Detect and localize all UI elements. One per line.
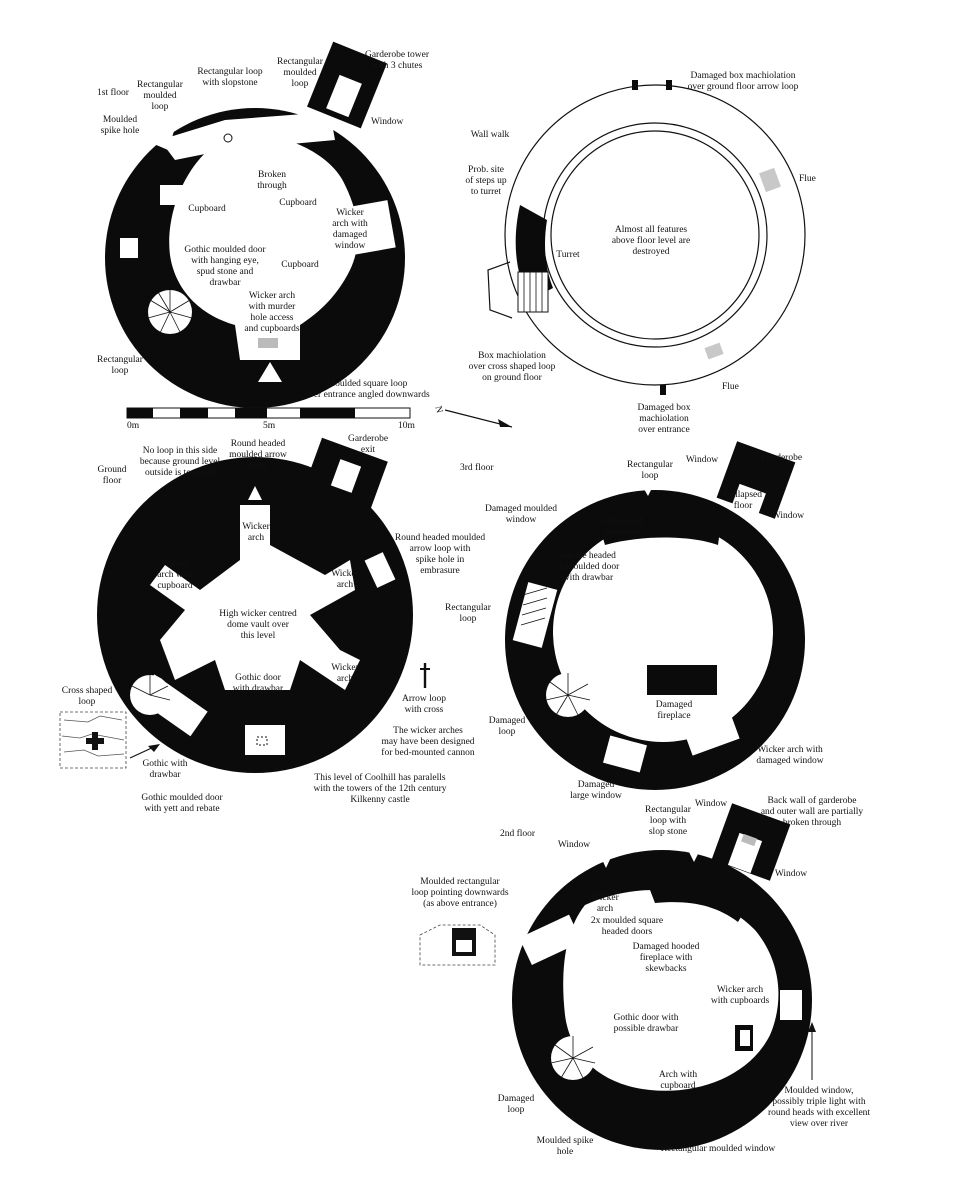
roof-wall-walk-inner <box>543 123 767 347</box>
label-line: with murder <box>248 302 296 312</box>
label-line: Wicker <box>331 663 359 673</box>
label-line: outside is too high <box>145 468 215 478</box>
label-line: round heads with excellent <box>767 1108 871 1118</box>
label-damaged-box-mach-bottom <box>637 403 690 435</box>
label-line: Rectangular loop <box>197 67 263 77</box>
label-line: Moulded spike <box>536 1136 594 1146</box>
label-line: destroyed <box>632 247 670 257</box>
label-wicker-arch-window <box>332 208 368 251</box>
label-line: loop <box>291 79 309 89</box>
label-line: loop <box>111 366 129 376</box>
label-line: Kilkenny castle <box>350 795 410 805</box>
rect-loop-niche <box>120 238 138 258</box>
label-line: Cupboard <box>188 204 226 214</box>
label-rect-loop-slopstone <box>197 67 262 88</box>
label-window-top <box>695 799 727 809</box>
ground-floor-plan <box>97 438 413 773</box>
label-line: with cross <box>404 705 444 715</box>
label-line: Gothic door <box>235 673 281 683</box>
label-line: moulded <box>283 68 317 78</box>
label-line: Damaged moulded <box>484 504 558 514</box>
fireplace-mass <box>647 665 717 695</box>
label-line: Round headed <box>230 439 286 449</box>
label-line: Rectangular <box>645 805 691 815</box>
label-line: over entrance angled downwards <box>304 390 430 400</box>
label-flue-a <box>799 174 816 184</box>
label-line: fireplace with <box>639 953 693 963</box>
label-line: skewbacks <box>645 964 687 974</box>
label-line: Cupboard <box>279 198 317 208</box>
label-arch-cupboard <box>659 1070 698 1091</box>
label-line: over cross shaped loop <box>468 362 556 372</box>
label-line: Damaged <box>655 700 693 710</box>
label-line: drawbar <box>149 770 181 780</box>
label-line: machiolation <box>639 414 689 424</box>
label-line: arch with <box>332 219 368 229</box>
label-line: No loop in this side <box>142 446 218 456</box>
label-line: view over river <box>789 1119 849 1129</box>
label-wicker-arch-murder <box>244 291 299 334</box>
label-line: 2x moulded square <box>590 916 664 926</box>
label-line: through <box>257 181 287 191</box>
label-line: arch <box>336 674 354 684</box>
label-line: drawbar <box>209 278 241 288</box>
label-destroyed-doorway <box>603 517 642 538</box>
label-line: large window <box>570 791 622 801</box>
label-window-a <box>686 455 718 465</box>
label-rect-moulded-loop-a <box>137 80 184 112</box>
label-line: headed doors <box>601 927 653 937</box>
flue-b-mark <box>704 343 723 360</box>
label-line: Box machiolation <box>478 351 546 361</box>
label-line: Rectangular <box>277 57 323 67</box>
label-damaged-loop <box>498 1094 535 1115</box>
label-line: Arch with <box>658 1070 698 1080</box>
third-floor-title: 3rd floor <box>460 463 494 473</box>
second-floor-moulded-window <box>780 990 802 1020</box>
label-moulded-spike-hole <box>101 115 140 136</box>
label-line: arch <box>247 533 265 543</box>
box-machiolation <box>488 262 512 318</box>
label-line: Damaged hooded <box>632 942 700 952</box>
label-line: Moulded rectangular <box>420 877 500 887</box>
box-mach-top-a <box>632 80 638 90</box>
label-line: over entrance <box>638 425 690 435</box>
label-line: on ground floor <box>482 373 542 383</box>
label-line: Window <box>694 799 728 809</box>
label-line: may have been designed <box>381 737 475 747</box>
label-line: Rectangular <box>97 355 143 365</box>
label-line: Ground <box>97 465 127 475</box>
label-wicker-arch-cupboard <box>157 559 193 591</box>
label-line: Wicker <box>331 569 359 579</box>
label-line: spike hole <box>100 126 140 136</box>
label-line: Gothic moulded door <box>141 793 223 803</box>
ground-floor-title <box>97 465 126 486</box>
label-line: dome vault over <box>227 620 289 630</box>
label-damaged-loop <box>489 716 526 737</box>
label-arrow-loop-cross <box>402 694 446 715</box>
label-line: cupboard <box>660 1081 696 1091</box>
label-line: Window <box>685 455 719 465</box>
moulded-rect-loop-sketch <box>420 925 495 965</box>
label-flue-b <box>722 382 739 392</box>
label-line: Rectangular <box>137 80 183 90</box>
label-line: Turret <box>556 250 580 260</box>
label-line: floor <box>733 501 753 511</box>
second-floor-plan <box>512 803 812 1150</box>
label-line: with yett and rebate <box>144 804 220 814</box>
label-cross-loop <box>62 686 113 707</box>
label-line: Collapsed <box>724 490 762 500</box>
label-line: Damaged <box>488 716 526 726</box>
label-line: Wicker <box>161 559 189 569</box>
label-line: spike hole in <box>415 555 465 565</box>
label-line: loop <box>249 461 267 471</box>
label-damaged-fireplace <box>656 700 693 721</box>
slopstone-loop <box>255 85 275 100</box>
label-line: Rectangular <box>445 603 491 613</box>
label-line: Window <box>774 869 808 879</box>
label-window <box>371 117 403 127</box>
roof-inner-ring <box>551 131 759 339</box>
label-line: possibly triple light with <box>772 1097 866 1107</box>
label-line: Gothic with <box>142 759 188 769</box>
label-line: Destroyed <box>603 517 643 527</box>
label-line: with the towers of the 12th century <box>313 784 447 794</box>
label-line: The wicker arches <box>393 726 463 736</box>
label-line: fireplace <box>657 711 691 721</box>
label-gothic-with-drawbar <box>142 759 187 780</box>
label-line: Moulded <box>102 115 138 125</box>
label-window-b <box>772 511 804 521</box>
label-line: because ground level <box>139 457 221 467</box>
label-line: Garderobe <box>347 434 389 444</box>
flue-a-mark <box>759 168 781 192</box>
label-line: with slopstone <box>202 78 258 88</box>
scale-tick-10: 10m <box>398 421 415 431</box>
label-line: window <box>334 241 366 251</box>
label-line: Damaged box machiolation <box>690 71 796 81</box>
label-line: with 3 chutes <box>371 61 423 71</box>
scale-tick-0: 0m <box>127 421 140 431</box>
label-wicker-arch-cupboards <box>711 985 770 1006</box>
label-line: Rectangular moulded window <box>660 1144 776 1154</box>
label-line: moulded arrow <box>229 450 287 460</box>
label-box-mach <box>469 351 556 383</box>
label-line: Back wall of garderobe <box>767 796 857 806</box>
arrow-loop-cross-symbol <box>420 663 430 688</box>
label-line: Wicker arch with <box>757 745 823 755</box>
label-line: and cupboards <box>244 324 300 334</box>
label-line: Flue <box>799 174 816 184</box>
label-line: loop <box>507 1105 525 1115</box>
label-line: floor <box>102 476 122 486</box>
label-line: over ground floor arrow loop <box>687 82 799 92</box>
scale-tick-5: 5m <box>263 421 276 431</box>
label-steps-site <box>465 165 506 197</box>
label-line: loop <box>78 697 96 707</box>
label-line: possible drawbar <box>613 1024 679 1034</box>
label-garderobe <box>762 453 802 463</box>
label-line: Broken <box>258 170 286 180</box>
label-line: Damaged <box>577 780 615 790</box>
label-line: embrasure <box>420 566 460 576</box>
second-floor-cupboard <box>740 1030 750 1046</box>
label-line: to turret <box>470 187 502 197</box>
label-cupboard-a <box>188 204 226 214</box>
label-turret <box>556 250 580 260</box>
label-moulded-spike-hole <box>537 1136 594 1157</box>
turret-steps <box>518 272 548 312</box>
label-broken-through <box>257 170 287 191</box>
murder-hole <box>258 338 278 348</box>
label-line: Rectangular <box>627 460 673 470</box>
cross-loop-sketch <box>60 712 126 768</box>
label-line: doorway <box>606 528 640 538</box>
label-line: moulded <box>143 91 177 101</box>
label-gothic-moulded-yett <box>141 793 223 814</box>
label-rect-loop-left <box>445 603 492 624</box>
box-mach-bottom <box>660 385 666 395</box>
label-rect-loop-top <box>627 460 674 481</box>
label-line: exit <box>360 445 376 455</box>
label-line: Window <box>771 511 805 521</box>
label-line: this level <box>240 631 276 641</box>
label-line: above floor level are <box>611 236 691 246</box>
label-line: High wicker centred <box>219 609 297 619</box>
label-line: Damaged <box>497 1094 535 1104</box>
label-cupboard-c <box>281 260 319 270</box>
label-line: Moulded window, <box>784 1086 854 1096</box>
label-line: Wicker arch <box>716 985 764 995</box>
label-line: Arrow loop <box>401 694 447 704</box>
label-line: Prob. site <box>468 165 504 175</box>
label-line: Gothic moulded door <box>184 245 266 255</box>
label-line: Window <box>557 840 591 850</box>
label-line: Garderobe tower <box>364 50 430 60</box>
label-line: loop <box>641 471 659 481</box>
label-square-headed-door <box>557 551 620 583</box>
roof-outer-wall <box>505 85 805 385</box>
label-cannon-note <box>381 726 475 758</box>
label-line: cupboard <box>157 581 193 591</box>
label-features-destroyed <box>612 224 690 257</box>
label-line: Square headed <box>560 551 616 561</box>
label-line: Wicker <box>336 208 364 218</box>
label-wicker-arch-damaged <box>756 745 823 766</box>
label-line: Window <box>371 117 404 127</box>
label-line: with drawbar <box>232 684 284 694</box>
label-line: with cupboards <box>710 996 770 1006</box>
label-no-loop <box>140 446 221 478</box>
label-line: This level of Coolhill has paralells <box>314 773 446 783</box>
label-rect-loop <box>97 355 144 376</box>
label-coolhill-note <box>314 772 447 805</box>
label-line: for bed-mounted cannon <box>381 748 475 758</box>
label-line: Wicker arch <box>248 291 296 301</box>
label-line: spud stone and <box>196 267 254 277</box>
label-line: loop <box>151 102 169 112</box>
label-line: hole <box>556 1147 574 1157</box>
label-gothic-door <box>614 1013 680 1034</box>
label-line: (as above entrance) <box>423 899 497 909</box>
label-line: slop stone <box>648 827 688 837</box>
label-line: loop <box>459 614 477 624</box>
label-line: arch <box>336 580 354 590</box>
label-line: Wicker <box>242 522 270 532</box>
label-line: Garderobe <box>761 453 803 463</box>
label-line: loop pointing downwards <box>411 888 509 898</box>
second-floor-title: 2nd floor <box>500 829 536 839</box>
label-line: of steps up <box>465 176 507 186</box>
label-round-headed-spike <box>395 533 485 576</box>
label-cupboard-b <box>279 198 317 208</box>
label-line: Moulded square loop <box>326 379 408 389</box>
label-line: broken through <box>782 818 842 828</box>
label-line: window <box>505 515 537 525</box>
label-line: arch <box>596 904 614 914</box>
label-gothic-door-drawbar <box>233 673 284 694</box>
label-line: loop with <box>649 816 687 826</box>
label-line: Flue <box>722 382 739 392</box>
ground-floor-arrow <box>130 744 160 758</box>
label-line: Wall walk <box>470 130 510 140</box>
label-line: loop <box>498 727 516 737</box>
label-line: with hanging eye, <box>191 256 259 266</box>
label-garderobe-tower <box>365 50 430 71</box>
scale-bar <box>127 408 416 431</box>
label-damaged-moulded-window <box>485 504 557 525</box>
entrance-passage <box>245 725 285 755</box>
label-line: Cupboard <box>281 260 319 270</box>
label-line: Damaged box <box>637 403 691 413</box>
label-line: arrow loop with <box>409 544 471 554</box>
label-line: and outer wall are partially <box>760 807 864 817</box>
north-label: N <box>432 405 444 415</box>
label-rect-loop-slop <box>645 805 692 837</box>
label-line: arch with <box>157 570 193 580</box>
label-moulded-window <box>768 1086 870 1129</box>
second-floor-arrow <box>808 1022 816 1080</box>
label-line: hole access <box>250 313 294 323</box>
label-line: Almost all features <box>614 225 688 235</box>
label-damaged-box-mach-top <box>688 71 799 92</box>
label-window-right <box>775 869 807 879</box>
label-line: Round headed moulded <box>394 533 486 543</box>
label-line: Wicker <box>591 893 619 903</box>
label-line: Gothic door with <box>613 1013 679 1023</box>
label-line: unmoulded door <box>556 562 620 572</box>
box-mach-top-b <box>666 80 672 90</box>
label-line: damaged <box>332 230 368 240</box>
label-line: damaged window <box>756 756 824 766</box>
label-rect-moulded-window <box>661 1144 776 1154</box>
label-wall-walk <box>471 130 510 140</box>
label-line: with drawbar <box>562 573 614 583</box>
north-arrow <box>432 405 512 427</box>
first-floor-title: 1st floor <box>97 88 129 98</box>
cupboard-left <box>160 185 184 205</box>
label-window-left <box>558 840 590 850</box>
label-moulded-rect-loop <box>411 877 508 909</box>
label-line: Cross shaped <box>61 686 113 696</box>
